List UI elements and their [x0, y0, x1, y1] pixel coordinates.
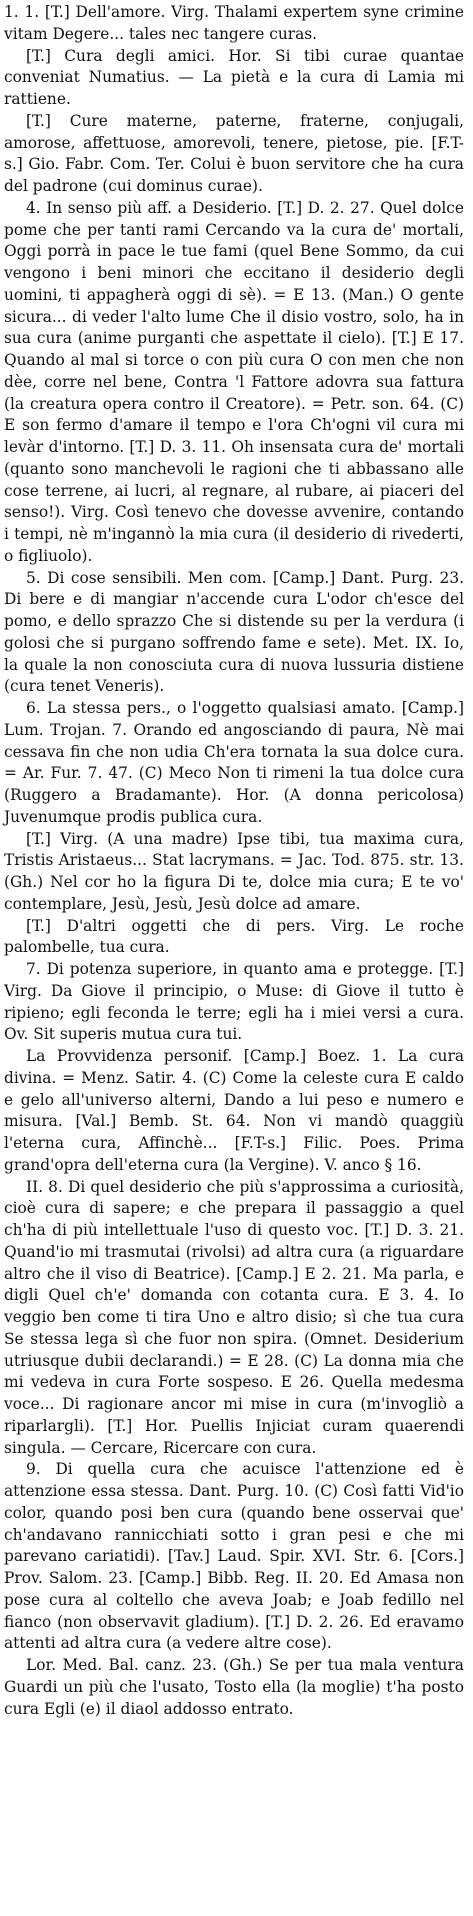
- entry-9-attention: 9. Di quella cura che acuisce l'attenzione ed è attenzione essa stessa. Dant. Purg. 10. (C) Così fatti Vid'io color, quando posi ben cura (quando bene osservai que' ch'andavano rannicchiati sotto i gran pesi e che mi parevano cariatidi). [Tav.] Laud. Spir. XVI. Str. 6. [Cors.] Prov. Salom. 23. [Camp.] Bibb. Reg. II. 20. Ed Amasa non pose cura al coltello che aveva Joab; e Joab fedillo nel fianco (non observavit gladium). [T.] D. 2. 26. Ed eravamo attenti ad altra cura (a vedere altre cose).: [4, 1460, 464, 1653]
- entry-4-desire: 4. In senso più aff. a Desiderio. [T.] D. 2. 27. Quel dolce pome che per tanti rami Cercando va la cura de' mortali, Oggi porrà in pace le tue fami (quel Bene Sommo, da cui vengono i beni minori che eccitano il desiderio degli uomini, ti appagherà oggi di sè). = E 13. (Man.) O gente sicura... di veder l'alto lume Che il disio vostro, solo, ha in sua cura (anime purganti che aspettate il cielo). [T.] E 17. Quando al mal si torce o con più cura O con men che non dèe, corre nel bene, Contra 'l Fattore adovra sua fattura (la creatura opera contro il Creatore). = Petr. son. 64. (C) E son fermo d'amare il tempo e l'ora Ch'ogni vil cura mi levàr d'intorno. [T.] D. 3. 11. Oh insensata cura de' mortali (quanto sono manchevoli le ragioni che ti abbassano alle cose terrene, ai lucri, al regnare, al rubare, ai piaceri del senso!). Virg. Così tenevo che dovesse avvenire, contando i tempi, nè m'ingannò la mia cura (il desiderio di rivederti, o figliuolo).: [4, 198, 464, 565]
- entry-5-sensible-things: 5. Di cose sensibili. Men com. [Camp.] Dant. Purg. 23. Di bere e di mangiar n'accende cura L'odor ch'esce del pomo, e dello sprazzo Che si distende su per la verdura (i golosi che si purgano soffrendo fame e sete). Met. IX. Io, la quale la non conosciuta cura di nuova lussuria distiene (cura tenet Veneris).: [4, 568, 464, 696]
- entry-8-curiosity: II. 8. Di quel desiderio che più s'approssima a curiosità, cioè cura di sapere; e che prepara il passaggio a quel ch'ha di più intellettuale l'uso di questo voc. [T.] D. 3. 21. Quand'io mi trasmutai (rivolsi) ad altra cura (a riguardare altro che il viso di Beatrice). [Camp.] E 2. 21. Ma parla, e digli Quel ch'e' domanda con cotanta cura. E 3. 4. Io veggio ben come ti tira Uno e altro disio; sì che tua cura Se stessa lega sì che fuor non spira. (Omnet. Desiderium utriusque dubii declarandi.) = E 28. (C) La donna mia che mi vedeva in cura Forte sospeso. E 26. Quella medesma voce... Di ragionare ancor mi mise in cura (m'invogliò a riparlargli). [T.] Hor. Puellis Injiciat curam quaerendi singula. — Cercare, Ricercare con cura.: [4, 1177, 464, 1457]
- entry-lor-med: Lor. Med. Bal. canz. 23. (Gh.) Se per tua mala ventura Guardi un più che l'usato, Tosto ella (la moglie) t'ha posto cura Egli (e) il diaol addosso entrato.: [4, 1656, 464, 1718]
- entry-6-beloved-person: 6. La stessa pers., o l'oggetto qualsiasi amato. [Camp.] Lum. Trojan. 7. Orando ed angosciando di paura, Nè mai cessava fin che non udia Ch'era tornata la sua dolce cura. = Ar. Fur. 7. 47. (C) Meco Non ti rimeni la tua dolce cura (Ruggero a Bradamante). Hor. (A donna pericolosa) Juvenumque prodis publica cura.: [4, 699, 464, 826]
- entry-1-love: 1. 1. [T.] Dell'amore. Virg. Thalami expertem syne crimine vitam Degere... tales nec tangere curas.: [4, 3, 464, 43]
- entry-virgil-mother: [T.] Virg. (A una madre) Ipse tibi, tua maxima cura, Tristis Aristaeus... Stat lacrymans. = Jac. Tod. 875. str. 13. (Gh.) Nel cor ho la figura Di te, dolce mia cura; E te vo' contemplare, Jesù, Jesù, Jesù dolce ad amare.: [4, 829, 464, 913]
- entry-care-of-friends: [T.] Cura degli amici. Hor. Si tibi curae quantae conveniat Numatius. — La pietà e la cura di Lamia mi rattiene.: [4, 46, 464, 108]
- entry-7-superior-power: 7. Di potenza superiore, in quanto ama e protegge. [T.] Virg. Da Giove il principio, o Muse: di Giove il tutto è ripieno; egli feconda le terre; egli ha i miei versi a cura. Ov. Sit superis mutua cura tui.: [4, 960, 464, 1044]
- entry-other-objects: [T.] D'altri oggetti che di pers. Virg. Le roche palombelle, tua cura.: [4, 916, 464, 957]
- entry-providence: La Provvidenza personif. [Camp.] Boez. 1. La cura divina. = Menz. Satir. 4. (C) Come la celeste cura E caldo e gelo all'universo alterni, Dando a lui peso e numero e misura. [Val.] Bemb. St. 64. Non vi mandò quaggiù l'eterna cura, Affinchè... [F.T-s.] Filic. Poes. Prima grand'opra dell'eterna cura (la Vergine). V. anco § 16.: [4, 1047, 464, 1174]
- text-column: [4, 2, 464, 1720]
- entry-maternal-cares: [T.] Cure materne, paterne, fraterne, conjugali, amorose, affettuose, amorevoli, tenere, pietose, pie. [F.T-s.] Gio. Fabr. Com. Ter. Colui è buon servitore che ha cura del padrone (cui dominus curae).: [4, 111, 464, 195]
